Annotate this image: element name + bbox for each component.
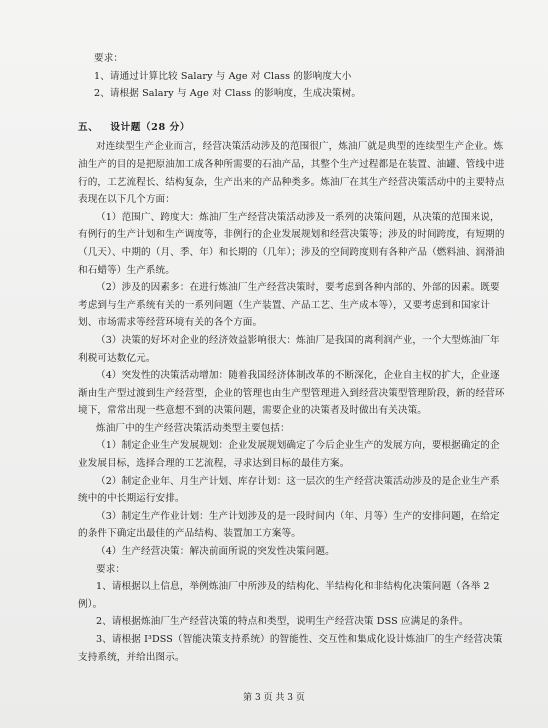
requirement-item-2: 2、请根据 Salary 与 Age 对 Class 的影响度，生成决策树。: [94, 88, 362, 100]
requirements-heading: 要求：: [94, 53, 124, 64]
type-2: （2）制定企业年、月生产计划、库存计划：这一层次的生产经营决策活动涉及的是企业生产系统中的中长期运行安排。: [78, 475, 500, 505]
feature-4: （4）突发性的决策活动增加：随着我国经济体制改革的不断深化，企业自主权的扩大，企业逐渐由生产型过渡到生产经营型，企业的管理也由生产型管理进入到经营决策型管理阶段，新的经营环境下，常常出现一些意想不到的决策问题，需要企业的决策者及时做出有关决策。: [78, 370, 505, 417]
section-title: 设计题（28 分）: [110, 121, 191, 133]
feature-2: （2）涉及的因素多：在进行炼油厂生产经营决策时，要考虑到各种内部的、外部的因素。既要考虑到与生产系统有关的一系列问题（生产装置、产品工艺、生产成本等），又要考虑到和国家计划、市场需求等经营环境有关的各个方面。: [78, 282, 500, 329]
section-requirement-2: 2、请根据炼油厂生产经营决策的特点和类型，说明生产经营决策 DSS 应满足的条件。: [96, 616, 469, 628]
type-1: （1）制定企业生产发展规划：企业发展规划确定了今后企业生产的发展方向，要根据确定的企业发展目标，选择合理的工艺流程，寻求达到目标的最佳方案。: [78, 440, 500, 470]
type-3: （3）制定生产作业计划：生产计划涉及的是一段时间内（年、月等）生产的安排问题，在给定的条件下确定出最佳的产品结构、装置加工方案等。: [78, 510, 500, 540]
type-4: （4）生产经营决策：解决前面所说的突发性决策问题。: [96, 546, 335, 558]
page-content: [78, 50, 508, 666]
section-number: 五、: [78, 121, 99, 133]
feature-3: （3）决策的好坏对企业的经济效益影响很大：炼油厂是我国的离利润产业，一个大型炼油厂年利税可达数亿元。: [78, 334, 500, 364]
section-requirements-heading: 要求：: [96, 563, 126, 575]
requirement-item-1: 1、请通过计算比较 Salary 与 Age 对 Class 的影响度大小: [94, 70, 352, 82]
section-requirement-3: 3、请根据 I³DSS（智能决策支持系统）的智能性、交互性和集成化设计炼油厂的生产经营决策支持系统，并给出图示。: [78, 634, 503, 663]
section-intro: 对连续型生产企业而言，经营决策活动涉及的范围很广，炼油厂就是典型的连续型生产企业。炼油生产的目的是把原油加工成各种所需要的石油产品，其整个生产过程都是在装置、油罐、管线中进行的，工艺流程长、结构复杂，生产出来的产品种类多。炼油厂在其生产经营决策活动中的主要特点表现在以下几个方面：: [78, 141, 505, 206]
section-requirement-1: 1、请根据以上信息，举例炼油厂中所涉及的结构化、半结构化和非结构化决策问题（各举 2 例）。: [78, 581, 490, 610]
section-heading: [78, 119, 508, 137]
types-intro: 炼油厂中的生产经营决策活动类型主要包括：: [96, 422, 290, 434]
feature-1: （1）范围广、跨度大：炼油厂生产经营决策活动涉及一系列的决策问题，从决策的范围来说，有例行的生产计划和生产调度等，非例行的企业发展规划和经营决策等；涉及的时间跨度，有短期的（几天）、中期的（月、季、年）和长期的（几年）；涉及的空间跨度则有各种产品（燃料油、润滑油和石蜡等）生产系统。: [78, 211, 505, 276]
page-footer: 第 3 页 共 3 页: [243, 693, 305, 703]
